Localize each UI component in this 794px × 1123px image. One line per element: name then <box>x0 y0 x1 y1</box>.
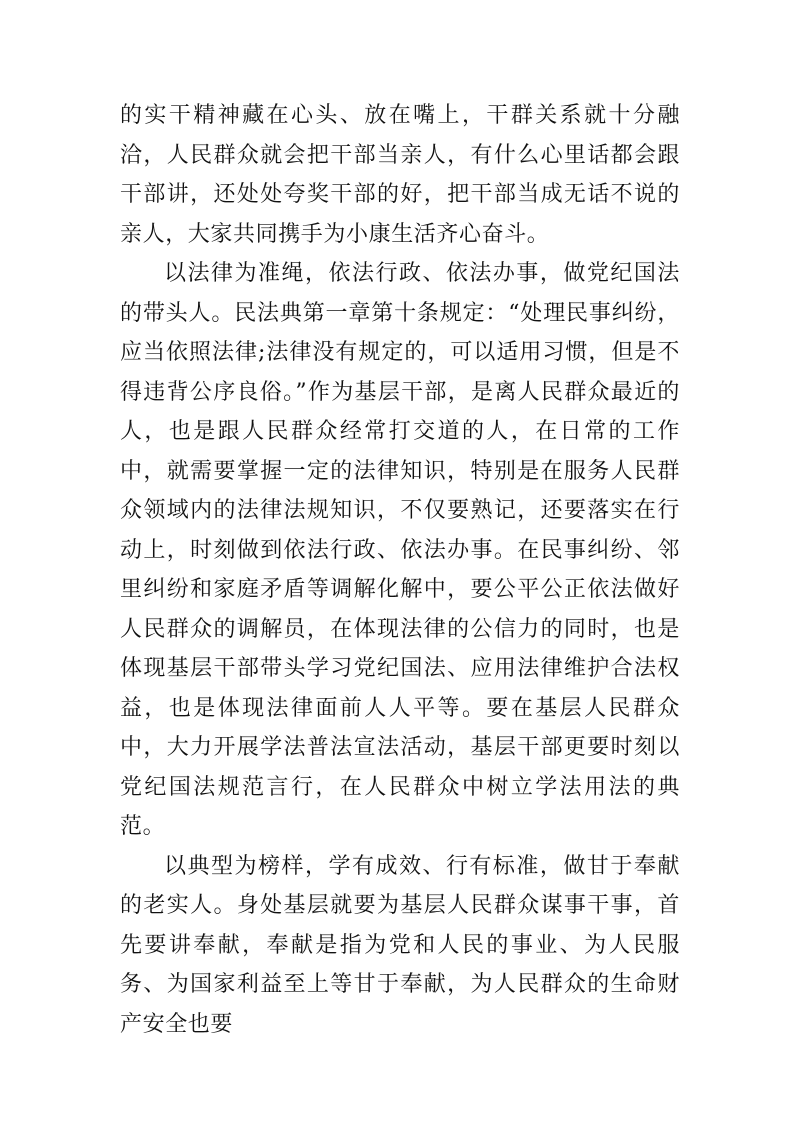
paragraph-1: 的实干精神藏在心头、放在嘴上，干群关系就十分融洽，人民群众就会把干部当亲人，有什么心里话都会跟干部讲，还处处夸奖干部的好，把干部当成无话不说的亲人，大家共同携手为小康生活齐心奋斗。 <box>120 103 680 247</box>
paragraph-3: 以典型为榜样，学有成效、行有标准，做甘于奉献的老实人。身处基层就要为基层人民群众谋事干事，首先要讲奉献，奉献是指为党和人民的事业、为人民服务、为国家利益至上等甘于奉献，为人民群众的生命财产安全也要 <box>120 853 680 1037</box>
paragraph-2: 以法律为准绳，依法行政、依法办事，做党纪国法的带头人。民法典第一章第十条规定：“处理民事纠纷，应当依照法律;法律没有规定的，可以适用习惯，但是不得违背公序良俗。”作为基层干部，是离人民群众最近的人，也是跟人民群众经常打交道的人，在日常的工作中，就需要掌握一定的法律知识，特别是在服务人民群众领域内的法律法规知识，不仅要熟记，还要落实在行动上，时刻做到依法行政、依法办事。在民事纠纷、邻里纠纷和家庭矛盾等调解化解中，要公平公正依法做好人民群众的调解员，在体现法律的公信力的同时，也是体现基层干部带头学习党纪国法、应用法律维护合法权益，也是体现法律面前人人平等。要在基层人民群众中，大力开展学法普法宣法活动，基层干部更要时刻以党纪国法规范言行，在人民群众中树立学法用法的典范。 <box>120 261 680 839</box>
body-text <box>120 96 680 1044</box>
